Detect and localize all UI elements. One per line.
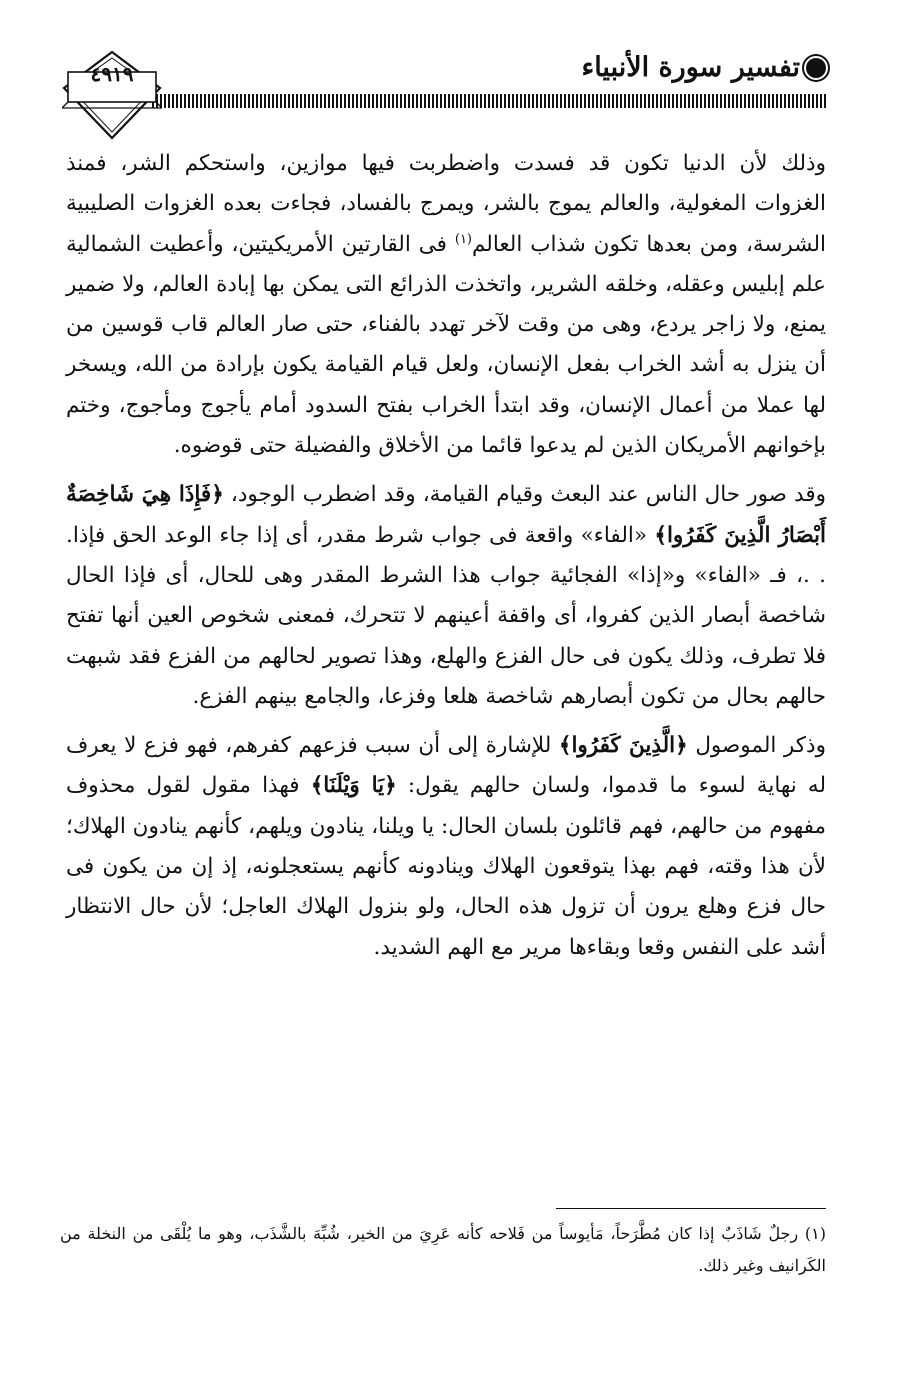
running-head-title: تفسير سورة الأنبياء [581, 52, 800, 83]
header-ornament-icon [806, 58, 826, 78]
quran-verse: ﴿الَّذِينَ كَفَرُوا﴾ [558, 733, 688, 759]
header-rule [152, 94, 828, 108]
text-run: للإشارة إلى أن سبب فزعهم كفرهم، فهو فزع لا يعرف له نهاية لسوء ما قدموا، ولسان حالهم يقول: [66, 733, 826, 799]
page-number: ٤٩١٩ [90, 62, 134, 86]
text-run: وذلك لأن الدنيا تكون قد فسدت واضطربت فيها موازين، واستحكم الشر، فمنذ الغزوات المغولية، والعالم يموج بالشر، ويمرج بالفساد، فجاءت بعده الغزوات الصليبية الشرسة، ومن بعدها تكون شذاب العالم [66, 151, 826, 257]
quran-verse: ﴿يَا وَيْلَنَا﴾ [310, 773, 397, 799]
body-text [66, 144, 826, 968]
text-run: وذكر الموصول [687, 733, 826, 759]
text-run: وقد صور حال الناس عند البعث وقيام القيامة، وقد اضطرب الوجود، [223, 482, 827, 508]
footnote: (١) رجلٌ شَاذَبٌ إذا كان مُطَّرَحاً، مَأيوساً من فَلاحه كأنه عَرِيَ من الخير، شُبِّهَ بالشَّذَب، وهو ما يُلْقَى من النخلة من الكَرانيف وغير ذلك. [60, 1224, 826, 1275]
text-run: «الفاء» واقعة فى جواب شرط مقدر، أى إذا جاء الوعد الحق فإذا. . .، فـ «الفاء» و«إذا» الفجائية جواب هذا الشرط المقدر وهى للحال، أى فإذا الحال شاخصة أبصار الذين كفروا، أى واقفة أعينهم لا تتحرك، فمعنى شخوص العين أنها تفتح فلا تطرف، وذلك يكون فى حال الفزع والهلع، وهذا تصوير لحالهم من الفزع فقد شبهت حالهم بحال من تكون أبصارهم شاخصة هلعا وفزعا، والجامع بينهم الفزع. [66, 522, 826, 709]
quran-verse: ﴿فَإِذَا هِيَ شَاخِصَةٌ أَبْصَارُ الَّذِينَ كَفَرُوا﴾ [66, 482, 827, 548]
footnote-marker: (١) [454, 231, 472, 247]
paragraph [66, 475, 826, 717]
text-run: فى القارتين الأمريكيتين، وأعطيت الشمالية علم إبليس وعقله، وخلقه الشرير، واتخذت الذرائع التى يمكن بها إبادة العالم، ولا ضمير يمنع، ولا زاجر يردع، وهى من وقت لآخر تهدد بالفناء، حتى صار العالم قاب قوسين من أن ينزل به أشد الخراب بفعل الإنسان، ولعل قيام القيامة يكون بإرادة من الله، ويسخر لها عملا من أعمال الإنسان، وقد ابتدأ الخراب بفتح السدود أمام يأجوج ومأجوج، وختم بإخوانهم الأمريكان الذين لم يدعوا قائما من الأخلاق والفضيلة حتى قوضوه. [66, 231, 826, 459]
paragraph [66, 144, 826, 466]
text-run: فهذا مقول لقول محذوف مفهوم من حالهم، فهم قائلون بلسان الحال: يا ويلنا، ينادون ويلهم، كأنهم ينادون الهلاك؛ لأن هذا وقته، فهم بهذا يتوقعون الهلاك وينادونه كأنهم يستعجلونه، إذ إن من يكون فى حال فزع وهلع يرون أن تزول هذه الحال، ولو بنزول الهلاك العاجل؛ لأن حال الانتظار أشد على النفس وقعا وبقاءها مرير مع الهم الشديد. [66, 773, 826, 960]
paragraph [66, 726, 826, 968]
footnote-separator [556, 1208, 826, 1209]
